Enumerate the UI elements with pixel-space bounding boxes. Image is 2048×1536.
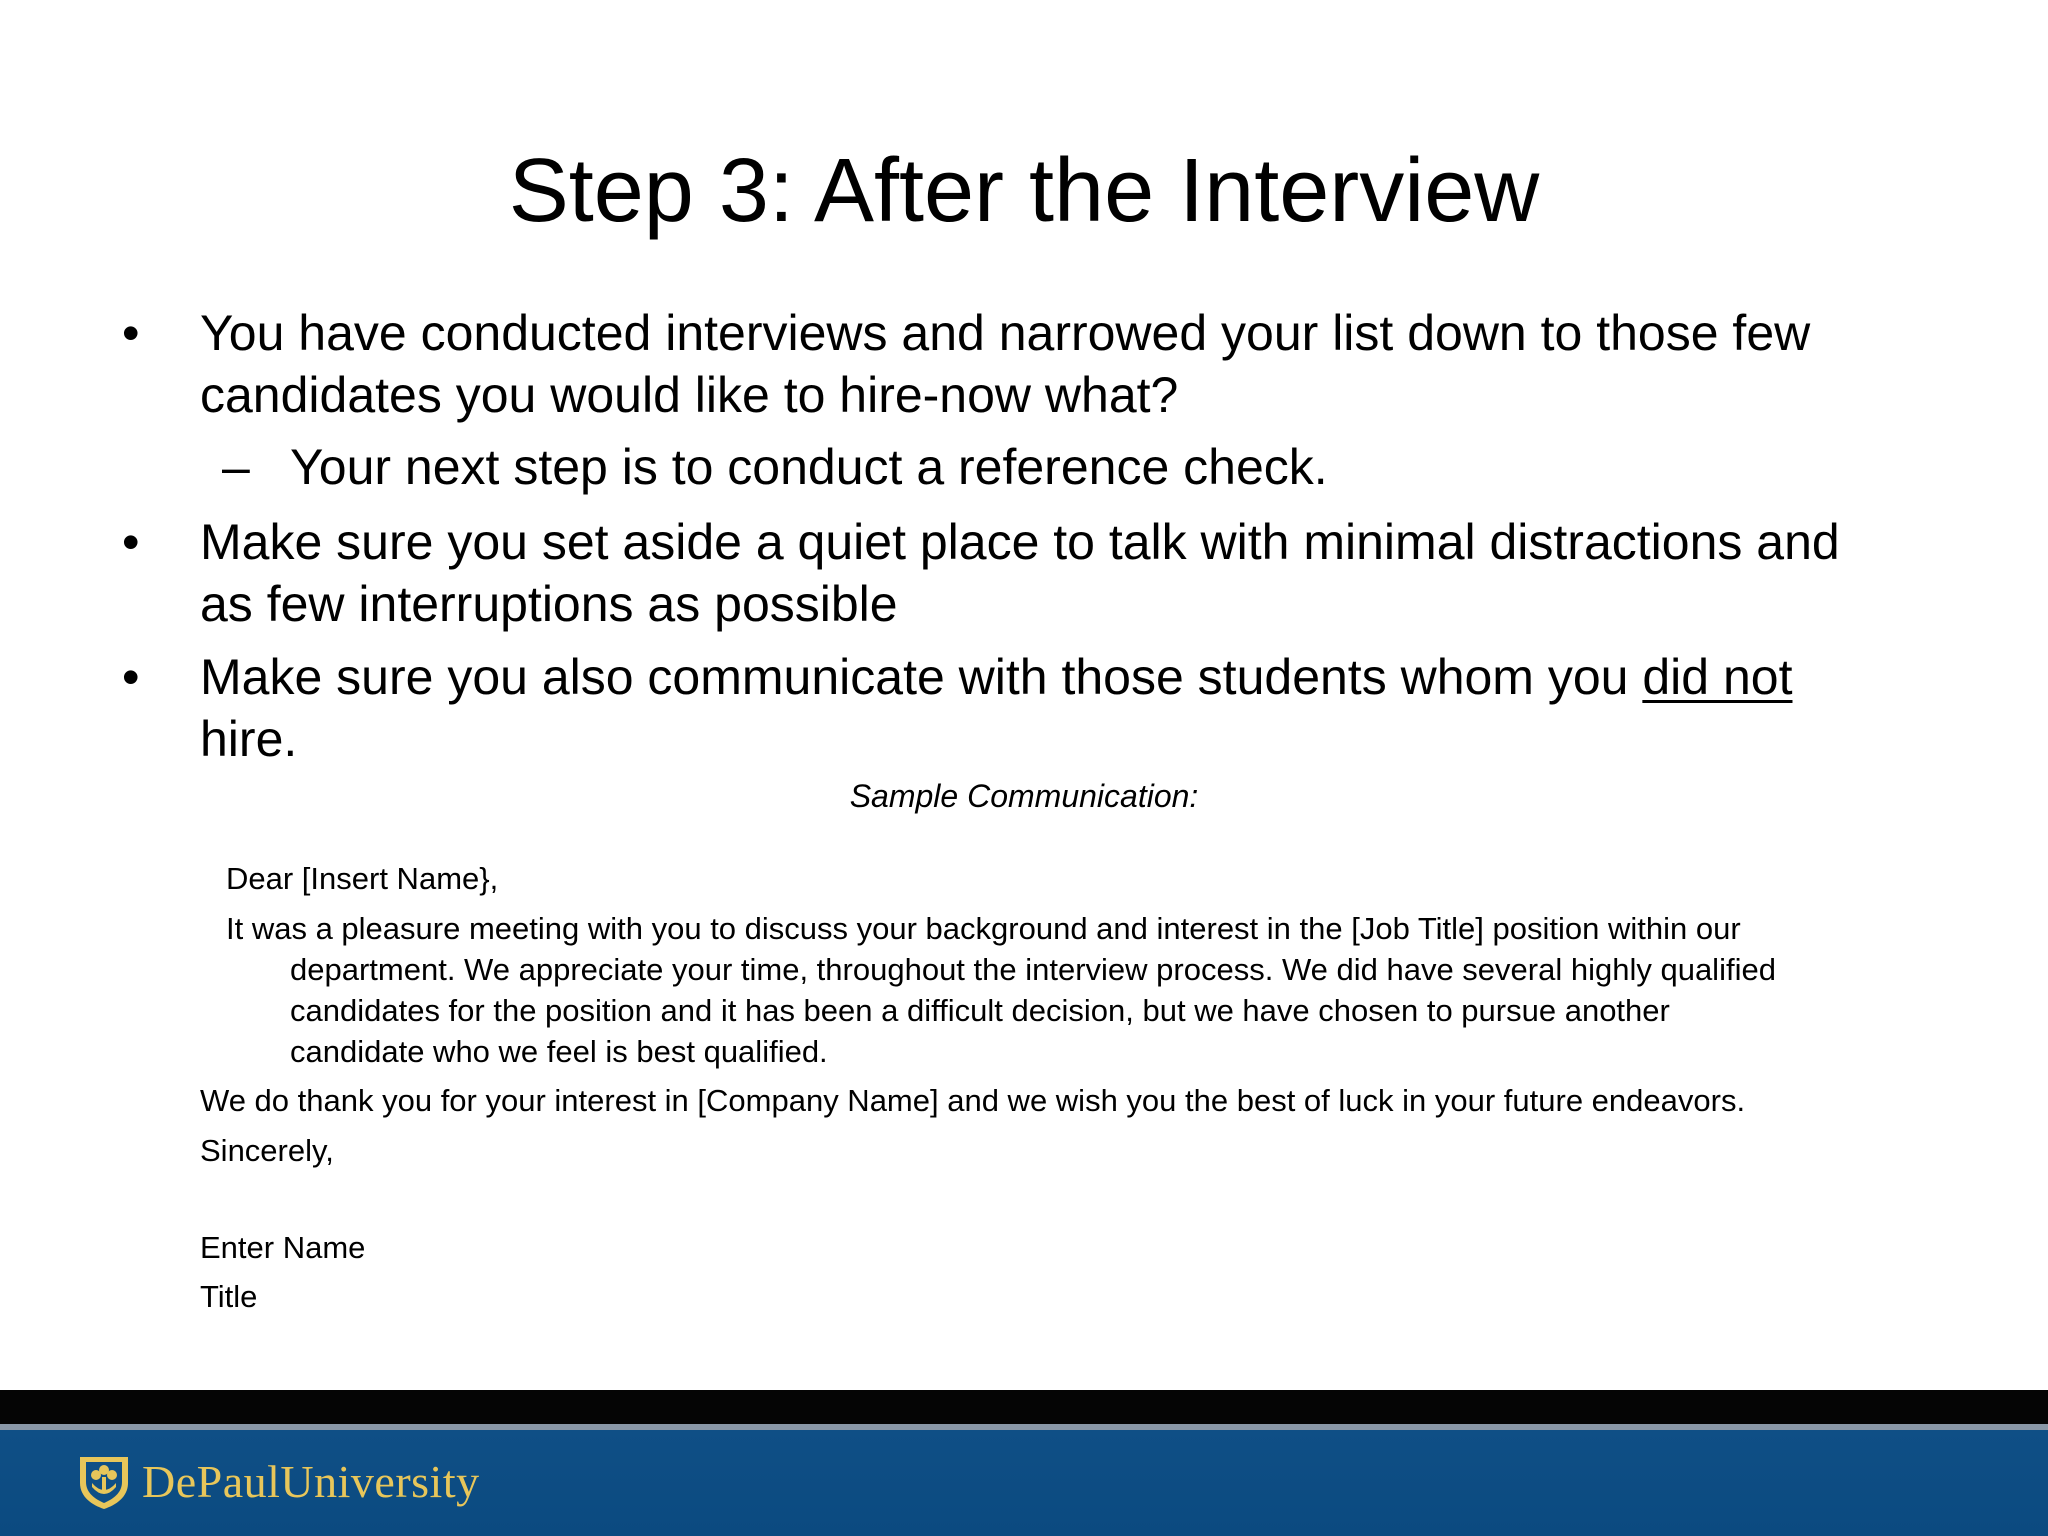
bullet-marker: • — [122, 514, 140, 570]
sub-bullet-text: Your next step is to conduct a reference check. — [290, 439, 1328, 495]
bullet-marker: • — [122, 305, 140, 361]
letter-body-line: It was a pleasure meeting with you to discuss your background and interest in the [Job Title] position within our — [226, 911, 1741, 946]
bullet-line: hire. — [200, 711, 298, 767]
bullet-line — [200, 646, 1920, 708]
letter-closing-line: We do thank you for your interest in [Company Name] and we wish you the best of luck in your future endeavors. — [200, 1083, 1746, 1118]
bullet-text — [200, 511, 1920, 635]
bullet-line: as few interruptions as possible — [200, 576, 898, 632]
bullet-line-text: Make sure you also communicate with those students whom you — [200, 649, 1643, 705]
letter-signoff: Sincerely, — [200, 1133, 334, 1168]
letter-body-line: department. We appreciate your time, throughout the interview process. We did have several highly qualified — [290, 952, 1776, 987]
letter-greeting: Dear [Insert Name}, — [226, 861, 499, 896]
slide-title: Step 3: After the Interview — [508, 141, 1540, 241]
bullet-marker: • — [122, 649, 140, 705]
depaul-shield-icon — [76, 1453, 132, 1511]
dash-marker: – — [222, 439, 250, 495]
letter-signer-title: Title — [200, 1279, 258, 1314]
bullet-text — [200, 646, 1920, 770]
footer-black-bar — [0, 1390, 2048, 1424]
bullet-line: candidates you would like to hire-now what? — [200, 367, 1179, 423]
bullet-text — [200, 302, 1920, 426]
underlined-emphasis: did not — [1642, 649, 1793, 705]
depaul-logo — [76, 1452, 480, 1512]
letter-body-line: candidate who we feel is best qualified. — [290, 1034, 828, 1069]
depaul-logo-text: DePaulUniversity — [142, 1456, 480, 1507]
letter-signer-name: Enter Name — [200, 1230, 366, 1265]
sample-communication-label: Sample Communication: — [849, 778, 1199, 814]
bullet-line: You have conducted interviews and narrowed your list down to those few — [200, 305, 1811, 361]
bullet-line: Make sure you set aside a quiet place to talk with minimal distractions and — [200, 514, 1840, 570]
letter-body-line: candidates for the position and it has been a difficult decision, but we have chosen to pursue another — [290, 993, 1670, 1028]
